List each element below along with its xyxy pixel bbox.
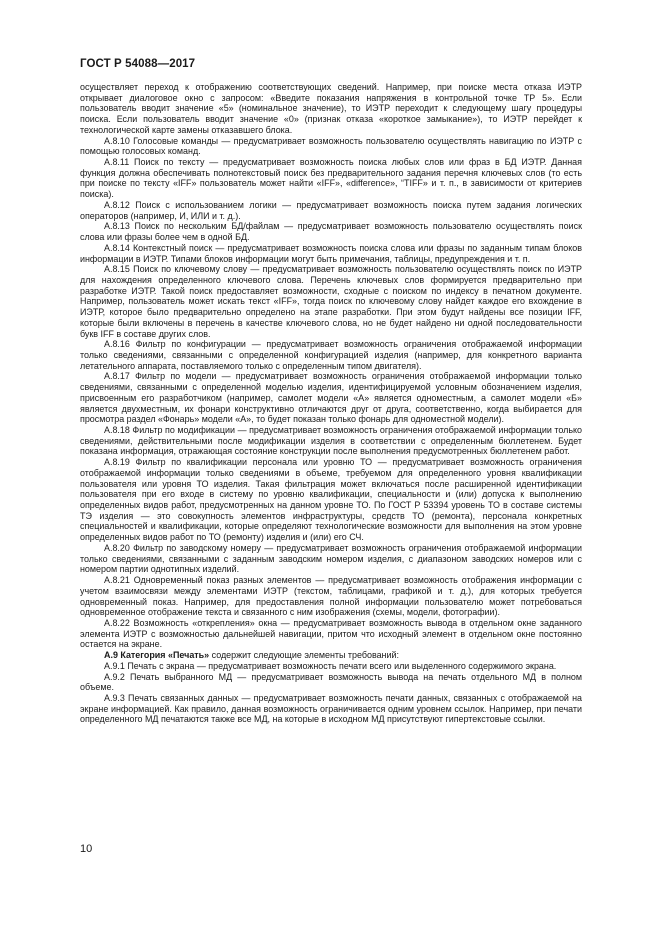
paragraph-a8-18: А.8.18 Фильтр по модификации — предусматривает возможность ограничения отображаемой информации только сведениями, действительными после модификации изделия в соответствии с определенным бюллетенем. Будет показана информация, отражающая состояние конструкции после выполнения предусмотренных бюллетенем работ.: [80, 425, 582, 457]
paragraph-a9-2: А.9.2 Печать выбранного МД — предусматривает возможность вывода на печать отдельного МД в полном объеме.: [80, 671, 582, 693]
paragraph-a8-16: А.8.16 Фильтр по конфигурации — предусматривает возможность ограничения отображаемой информации только сведениями, связанными с определенной конфигурацией изделия (например, для конкретного варианта летательного аппарата, поставляемого только с определенным типом двигателя).: [80, 339, 582, 371]
paragraph-continuation: осуществляет переход к отображению соответствующих сведений. Например, при поиске места отказа ИЭТР открывает диалоговое окно с запросом: «Введите показания напряжения в контрольной точке ТР 5». Если пользователь вводит значение «5» (номинальное значение), то ИЭТР переходит к следующему шагу процедуры поиска. Если пользователь вводит значение «0» (признак отказа «короткое замыкание»), то ИЭТР перейдет к технологической карте замены отказавшего блока.: [80, 82, 582, 135]
paragraph-a8-15: А.8.15 Поиск по ключевому слову — предусматривает возможность пользователю осуществлять поиск по ИЭТР для нахождения определенного ключевого слова. Перечень ключевых слов формируется предварительно при разработке ИЭТР. Такой поиск предоставляет возможности, сходные с поиском по индексу в печатном документе. Например, пользователь может искать текст «IFF», тогда поиск по ключевому слову найдет каждое его вхождение в ИЭТР, которое было предварительно определено на этапе разработки. При этом будут найдены все позиции IFF, которые были включены в перечень в качестве ключевого слова, но не будет найдено ни одной последовательности букв IFF в составе других слов.: [80, 264, 582, 339]
page-number: 10: [80, 843, 93, 855]
paragraph-a8-14: А.8.14 Контекстный поиск — предусматривает возможность поиска слова или фразы по заданным типам блоков информации в ИЭТР. Типами блоков информации могут быть примечания, таблицы, предупреждения и т. п.: [80, 242, 582, 264]
body-text: [80, 82, 582, 725]
section-a9-heading: А.9 Категория «Печать»: [104, 650, 210, 661]
section-a9-intro: [80, 650, 582, 661]
paragraph-a8-13: А.8.13 Поиск по нескольким БД/файлам — предусматривает возможность пользователю осуществлять поиск слова или фразы более чем в одной БД.: [80, 221, 582, 243]
paragraph-a8-20: А.8.20 Фильтр по заводскому номеру — предусматривает возможность ограничения отображаемой информации только сведениями, связанными с заданным заводским номером изделия, с диапазоном заводских номеров или с номером партии однотипных изделий.: [80, 542, 582, 575]
paragraph-a9-1: А.9.1 Печать с экрана — предусматривает возможность печати всего или выделенного содержимого экрана.: [104, 660, 557, 671]
paragraph-a8-22: А.8.22 Возможность «открепления» окна — предусматривает возможность вывода в отдельном окне заданного элемента ИЭТР с возможностью дальнейшей навигации, притом что исходный элемент в отдельном окне постоянно остается на экране.: [80, 617, 582, 650]
document-header: ГОСТ Р 54088—2017: [80, 58, 196, 70]
paragraph-a8-21: А.8.21 Одновременный показ разных элементов — предусматривает возможность отображения информации с учетом взаимосвязи между элементами ИЭТР (текстом, таблицами, графикой и т. д.), для которых требуется одновременный показ. Например, для предоставления полной информации пользователю может потребоваться одновременное отображение текста и связанного с ним изображения (схемы, модели, фотографии).: [80, 575, 582, 618]
section-a9-intro-text: содержит следующие элементы требований:: [209, 650, 399, 661]
paragraph-a8-11: А.8.11 Поиск по тексту — предусматривает возможность поиска любых слов или фраз в БД ИЭТР. Данная функция должна обеспечивать полнотекстовый поиск без предварительного задания перечня ключевых слов (то есть при поиске по тексту «IFF» пользователь может найти «IFF», «difference», “TIFF» и т. п., в зависимости от критериев поиска).: [80, 157, 582, 200]
paragraph-a9-3: А.9.3 Печать связанных данных — предусматривает возможность печати данных, связанных с отображаемой на экране информацией. Как правило, данная возможность ограничивается одним уровнем ссылок. Например, при печати определенного МД печатаются также все МД, на которые в исходном МД присутствуют гипертекстовые ссылки.: [80, 692, 582, 725]
paragraph-a8-17: А.8.17 Фильтр по модели — предусматривает возможность ограничения отображаемой информации только сведениями, связанными с определенной моделью изделия, идентифицируемой условным обозначением изделия, присвоенным его разработчиком (например, самолет модели «А» является одноместным, а самолет модели «Б» является двухместным, их фонари конструктивно отличаются друг от друга, соответственно, когда выбирается для просмотра раздел «Фонарь» модели «А», то будет показан только фонарь для одноместной модели).: [80, 371, 582, 425]
paragraph-a8-19: А.8.19 Фильтр по квалификации персонала или уровню ТО — предусматривает возможность ограничения отображаемой информации только сведениями в объеме, требуемом для определенного уровня квалификации пользователя или уровня ТО изделия. Такая фильтрация может включаться после расширенной идентификации пользователя при его входе в систему по уровню квалификации, специальности и (или) допуска к выполнению определенных видов работ, предусмотренных на данном уровне ТО. По ГОСТ Р 53394 уровень ТО в составе системы ТЭ изделия — это совокупность элементов инфраструктуры, средств ТО (ремонта), персонала конкретных специальностей и квалификации, которые определяют технологические возможности для выполнения на этом уровне определенных видов работ по ТО (ремонту) изделия и (или) его СЧ.: [80, 457, 582, 543]
paragraph-a8-12: А.8.12 Поиск с использованием логики — предусматривает возможность поиска путем задания логических операторов (например, И, ИЛИ и т. д.).: [80, 199, 582, 221]
paragraph-a8-10: А.8.10 Голосовые команды — предусматривает возможность пользователю осуществлять навигацию по ИЭТР с помощью голосовых команд.: [80, 135, 582, 157]
